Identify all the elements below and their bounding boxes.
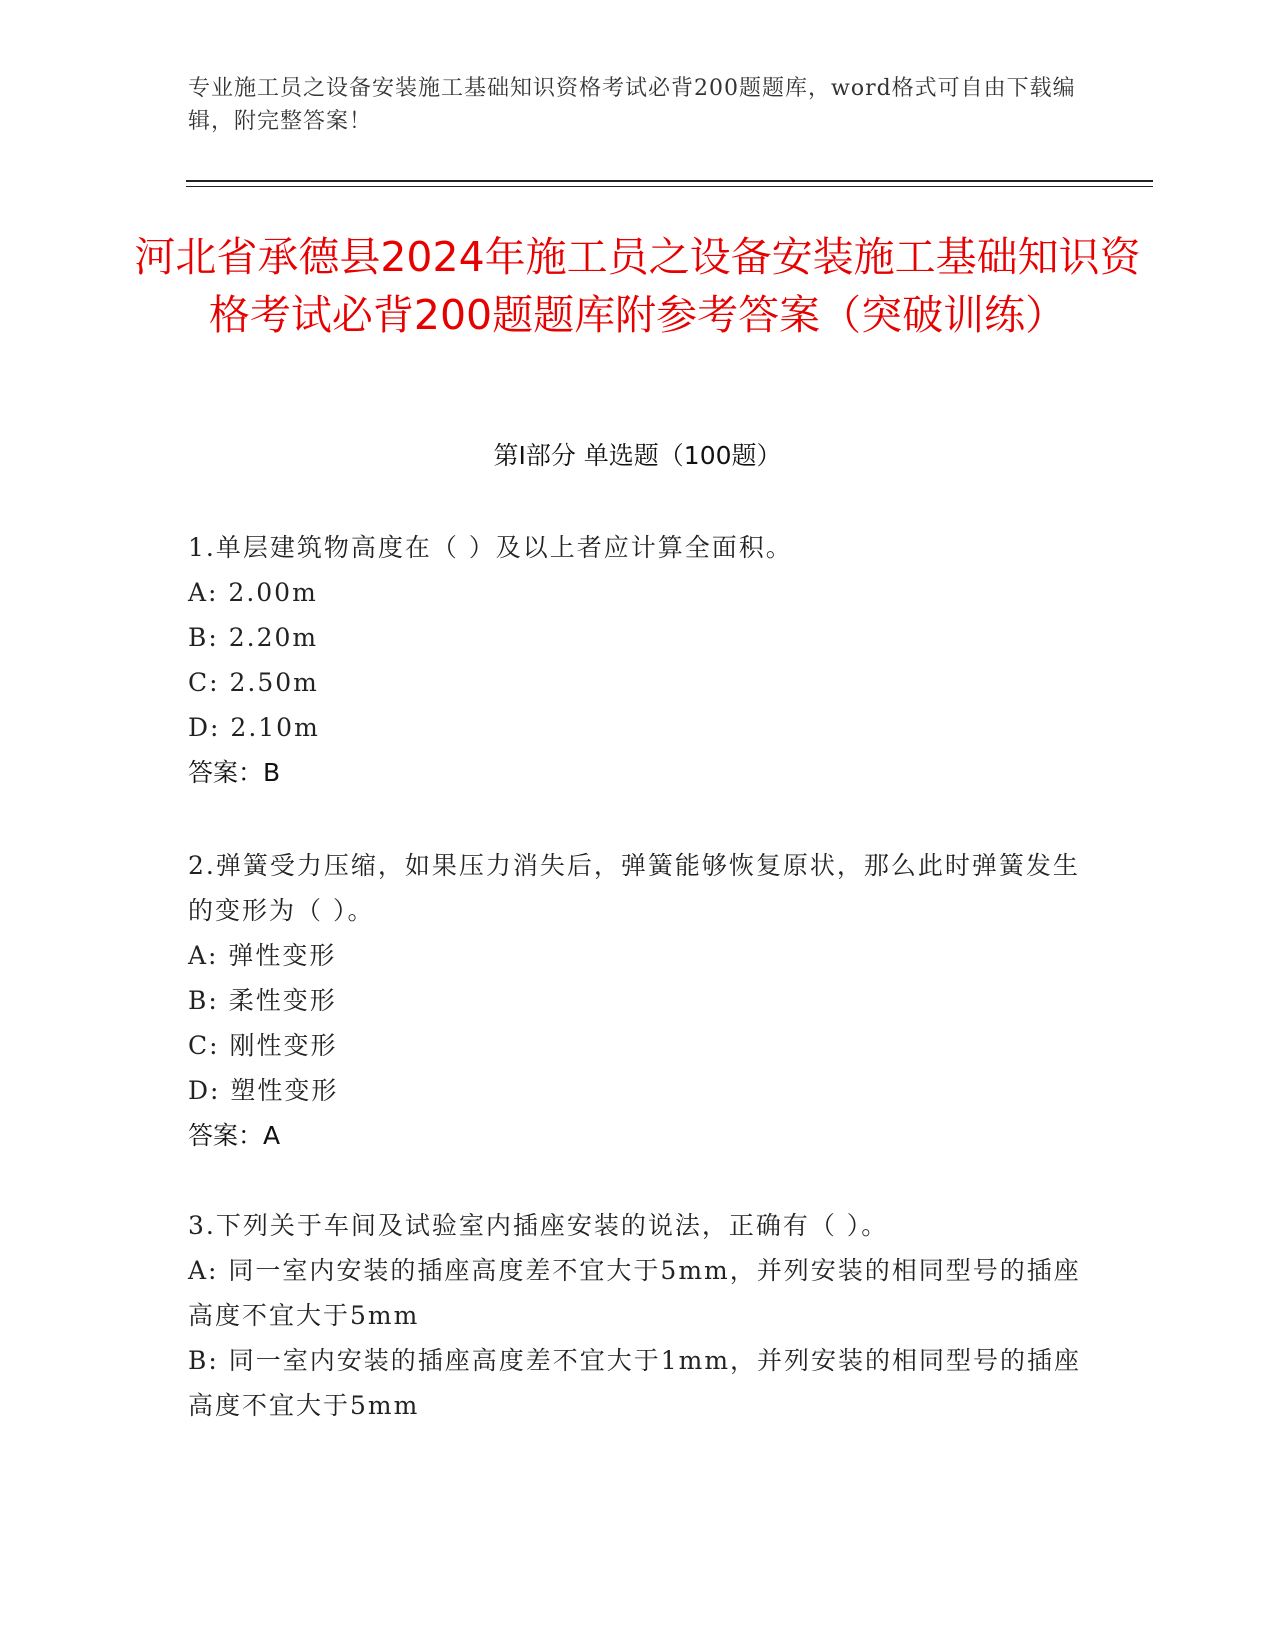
option-a: A: 2.00m	[188, 578, 318, 607]
document-title: 河北省承德县2024年施工员之设备安装施工基础知识资格考试必背200题题库附参考答案（突破训练）	[134, 233, 1141, 339]
answer: 答案：B	[188, 758, 281, 787]
option-d: D: 2.10m	[188, 713, 320, 742]
question-1	[188, 525, 1088, 795]
option-c: C: 刚性变形	[188, 1031, 338, 1060]
question-stem: 1.单层建筑物高度在（ ）及以上者应计算全面积。	[188, 533, 793, 562]
option-b: B: 同一室内安装的插座高度差不宜大于1mm，并列安装的相同型号的插座高度不宜大于5mm	[188, 1346, 1082, 1420]
header-divider-thick	[186, 180, 1153, 182]
answer: 答案：A	[188, 1121, 281, 1150]
option-d: D: 塑性变形	[188, 1076, 339, 1105]
question-2	[188, 843, 1088, 1158]
question-stem: 2.弹簧受力压缩，如果压力消失后，弹簧能够恢复原状，那么此时弹簧发生的变形为（ ）。	[188, 851, 1080, 925]
question-stem: 3.下列关于车间及试验室内插座安装的说法，正确有（ ）。	[188, 1211, 889, 1240]
question-3	[188, 1203, 1088, 1428]
option-a: A: 同一室内安装的插座高度差不宜大于5mm，并列安装的相同型号的插座高度不宜大于5mm	[188, 1256, 1081, 1330]
option-b: B: 2.20m	[188, 623, 319, 652]
option-c: C: 2.50m	[188, 668, 319, 697]
section-title: 第Ⅰ部分 单选题（100题）	[493, 441, 782, 470]
header-note: 专业施工员之设备安装施工基础知识资格考试必背200题题库，word格式可自由下载编辑，附完整答案！	[188, 76, 1076, 134]
option-a: A: 弹性变形	[188, 941, 337, 970]
header-divider-thin	[186, 186, 1153, 187]
option-b: B: 柔性变形	[188, 986, 337, 1015]
